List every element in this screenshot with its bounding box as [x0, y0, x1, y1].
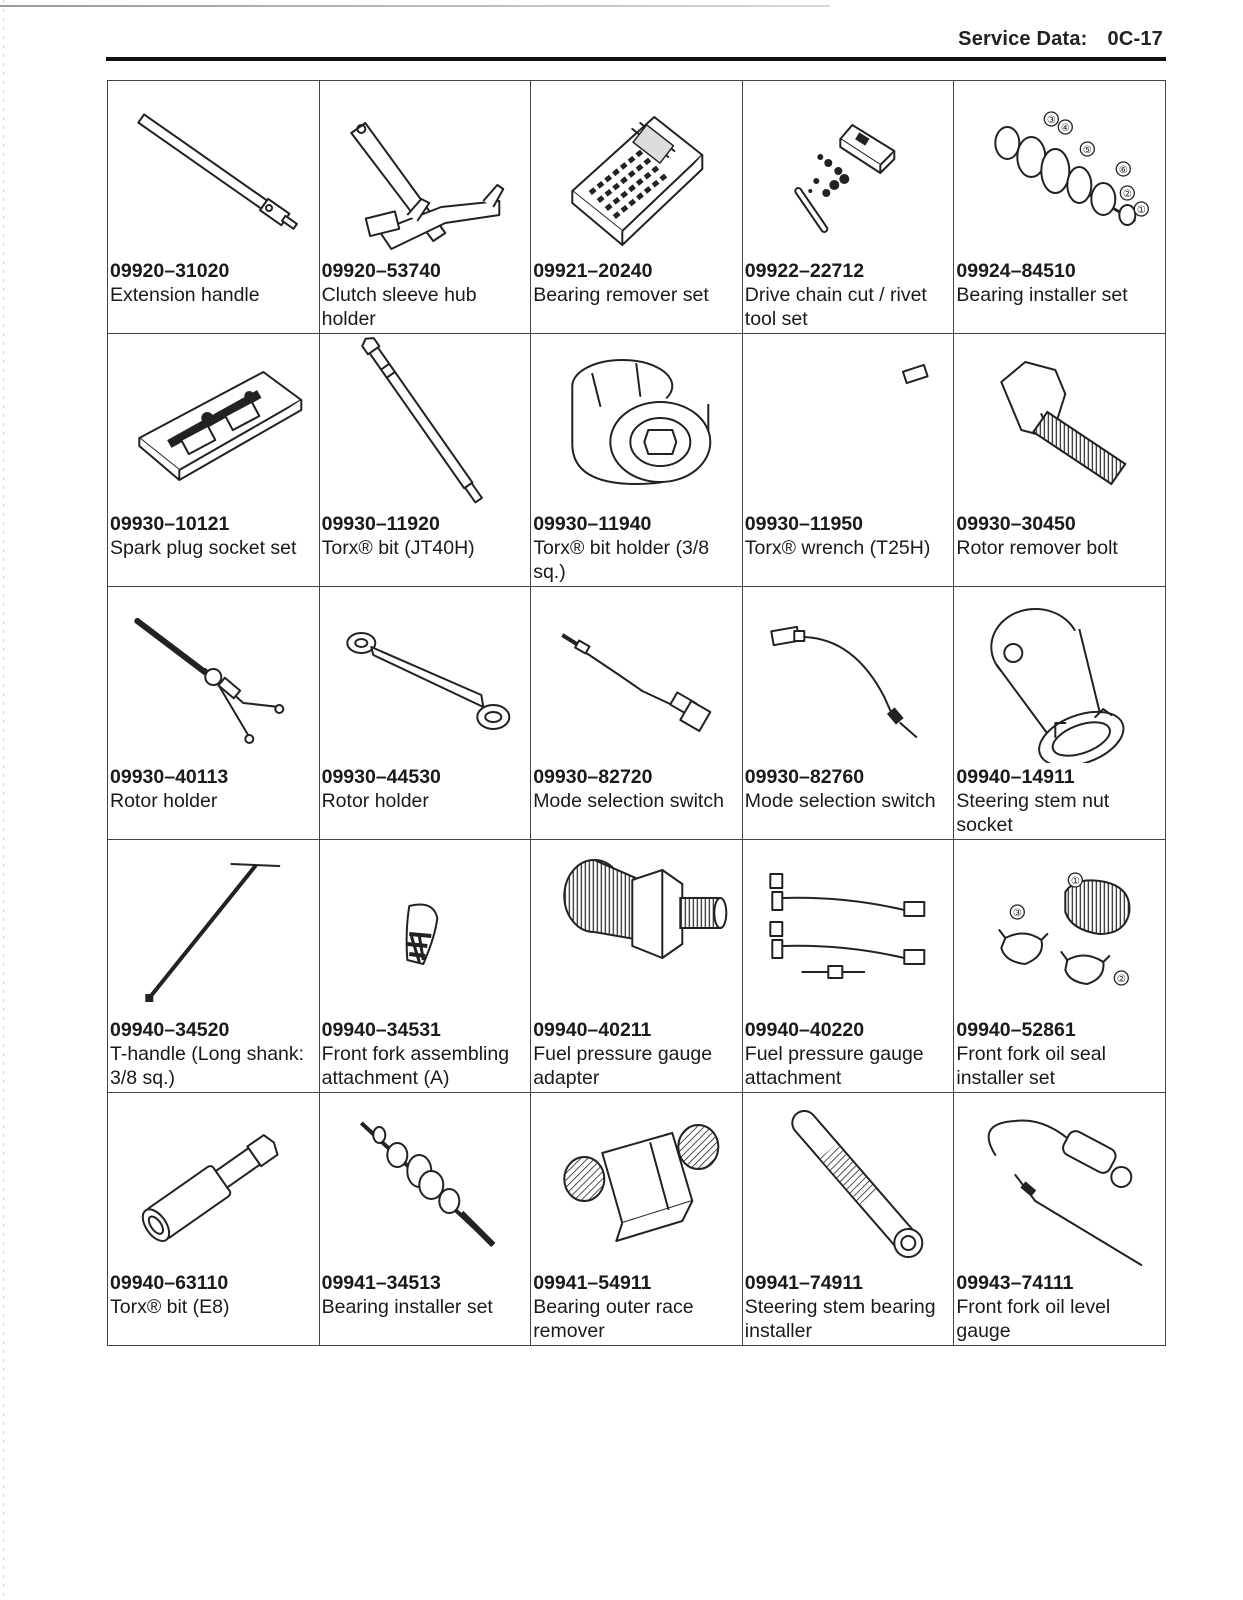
tool-part-number: 09941–74911 — [744, 1272, 863, 1294]
tool-cell — [108, 334, 320, 587]
tool-cell — [742, 587, 954, 840]
bearing-installer-set-icon — [954, 81, 1165, 257]
bearing-installer-shaft-icon — [320, 1093, 531, 1269]
svg-text:⑤: ⑤ — [1083, 145, 1093, 156]
tool-name: Steering stem bearing installer — [744, 1296, 936, 1342]
tool-name: Rotor remover bolt — [956, 537, 1118, 559]
svg-text:②: ② — [1123, 189, 1133, 200]
bearing-remover-set-icon — [531, 81, 742, 257]
tool-cell — [319, 334, 531, 587]
fuel-pressure-gauge-attachment-icon — [743, 840, 954, 1016]
tool-cell — [108, 840, 320, 1093]
tool-part-number: 09924–84510 — [956, 260, 1076, 282]
tool-part-number: 09940–34520 — [110, 1019, 230, 1041]
tool-cell — [742, 1093, 954, 1346]
tool-part-number: 09930–11940 — [533, 513, 652, 535]
svg-text:③: ③ — [1013, 908, 1023, 919]
tool-part-number: 09930–40113 — [110, 766, 229, 788]
tool-name: Rotor holder — [321, 790, 429, 812]
steering-stem-bearing-installer-icon — [743, 1093, 954, 1269]
tool-cell — [742, 81, 954, 334]
mode-selection-switch-icon — [531, 587, 742, 763]
page-number: 0C-17 — [1107, 28, 1163, 50]
tool-part-number: 09940–40220 — [744, 1019, 865, 1041]
tool-part-number: 09943–74111 — [956, 1272, 1074, 1294]
torx-bit-holder-icon — [531, 334, 742, 510]
tool-part-number: 09930–44530 — [321, 766, 441, 788]
tool-part-number: 09930–11950 — [744, 513, 863, 535]
tool-name: Drive chain cut / rivet tool set — [744, 284, 927, 330]
fuel-pressure-gauge-adapter-icon — [531, 840, 742, 1016]
tool-row — [108, 1093, 1166, 1346]
rotor-remover-bolt-icon — [954, 334, 1165, 510]
tool-cell — [531, 840, 743, 1093]
tool-name: Fuel pressure gauge adapter — [533, 1043, 713, 1089]
tool-name: Extension handle — [110, 284, 260, 306]
t-handle-icon — [108, 840, 319, 1016]
torx-wrench-icon — [743, 334, 954, 510]
extension-handle-icon — [108, 81, 319, 257]
mode-selection-switch-alt-icon — [743, 587, 954, 763]
tool-part-number: 09941–34513 — [321, 1272, 441, 1294]
oil-level-gauge-icon — [954, 1093, 1165, 1269]
tool-part-number: 09920–53740 — [321, 260, 441, 282]
tool-name: Steering stem nut socket — [956, 790, 1110, 836]
tool-part-number: 09921–20240 — [533, 260, 653, 282]
tool-part-number: 09940–34531 — [321, 1019, 441, 1041]
tool-cell — [531, 334, 743, 587]
clutch-sleeve-hub-holder-icon — [320, 81, 531, 257]
rotor-holder-wrench-icon — [320, 587, 531, 763]
tool-part-number: 09920–31020 — [110, 260, 230, 282]
tool-name: T-handle (Long shank: 3/8 sq.) — [110, 1043, 305, 1089]
tool-cell — [319, 81, 531, 334]
tool-cell — [742, 840, 954, 1093]
tool-name: Torx® bit holder (3/8 sq.) — [533, 537, 710, 583]
tool-part-number: 09930–30450 — [956, 513, 1076, 535]
scan-edge — [3, 0, 4, 1600]
torx-bit-e8-icon — [108, 1093, 319, 1269]
tool-row — [108, 81, 1166, 334]
tool-name: Spark plug socket set — [110, 537, 297, 559]
tool-name: Clutch sleeve hub holder — [321, 284, 477, 330]
drive-chain-tool-set-icon — [743, 81, 954, 257]
svg-text:①: ① — [1071, 876, 1081, 887]
tool-name: Bearing outer race remover — [533, 1296, 694, 1342]
oil-seal-installer-set-icon — [954, 840, 1165, 1016]
tool-cell — [954, 1093, 1166, 1346]
spark-plug-socket-set-icon — [108, 334, 319, 510]
tool-name: Front fork oil seal installer set — [956, 1043, 1106, 1089]
tool-part-number: 09930–82760 — [744, 766, 865, 788]
tool-cell — [954, 840, 1166, 1093]
tool-cell — [954, 334, 1166, 587]
tool-cell — [319, 1093, 531, 1346]
svg-text:④: ④ — [1061, 123, 1071, 134]
tool-cell — [531, 1093, 743, 1346]
tool-cell — [531, 81, 743, 334]
tool-name: Bearing remover set — [533, 284, 709, 306]
tool-cell — [319, 840, 531, 1093]
tool-cell — [108, 587, 320, 840]
steering-stem-nut-socket-icon — [954, 587, 1165, 763]
rotor-holder-icon — [108, 587, 319, 763]
tool-cell — [319, 587, 531, 840]
tool-part-number: 09930–11920 — [321, 513, 440, 535]
svg-text:②: ② — [1117, 974, 1127, 985]
section-title: Service Data: — [958, 28, 1088, 50]
tool-name: Torx® bit (JT40H) — [321, 537, 475, 559]
tool-row — [108, 334, 1166, 587]
tool-part-number: 09940–14911 — [956, 766, 1075, 788]
tool-name: Fuel pressure gauge attachment — [744, 1043, 924, 1089]
tool-name: Mode selection switch — [533, 790, 724, 812]
page-header — [958, 28, 1163, 51]
tool-part-number: 09940–52861 — [956, 1019, 1076, 1041]
bearing-outer-race-remover-icon — [531, 1093, 742, 1269]
tool-part-number: 09930–10121 — [110, 513, 230, 535]
torx-bit-icon — [320, 334, 531, 510]
tool-name: Torx® bit (E8) — [110, 1296, 230, 1318]
tool-part-number: 09940–63110 — [110, 1272, 229, 1294]
tool-part-number: 09930–82720 — [533, 766, 653, 788]
header-rule — [106, 57, 1166, 61]
svg-text:⑥: ⑥ — [1119, 165, 1129, 176]
tool-cell — [108, 1093, 320, 1346]
tool-name: Mode selection switch — [744, 790, 936, 812]
tool-name: Rotor holder — [110, 790, 218, 812]
tool-cell — [742, 334, 954, 587]
tool-name: Front fork oil level gauge — [956, 1296, 1111, 1342]
svg-text:③: ③ — [1047, 115, 1057, 126]
tool-name: Front fork assembling attachment (A) — [321, 1043, 510, 1089]
special-tools-table — [107, 80, 1166, 1346]
tool-cell — [954, 587, 1166, 840]
tool-cell — [531, 587, 743, 840]
tool-row — [108, 840, 1166, 1093]
tool-name: Bearing installer set — [956, 284, 1128, 306]
tool-cell — [108, 81, 320, 334]
tool-name: Bearing installer set — [321, 1296, 493, 1318]
tool-name: Torx® wrench (T25H) — [744, 537, 931, 559]
tool-row — [108, 587, 1166, 840]
tool-cell — [954, 81, 1166, 334]
front-fork-attachment-icon — [320, 840, 531, 1016]
top-edge-rule — [0, 5, 830, 7]
svg-text:①: ① — [1137, 205, 1147, 216]
tool-part-number: 09941–54911 — [533, 1272, 652, 1294]
tool-part-number: 09940–40211 — [533, 1019, 652, 1041]
tool-part-number: 09922–22712 — [744, 260, 865, 282]
